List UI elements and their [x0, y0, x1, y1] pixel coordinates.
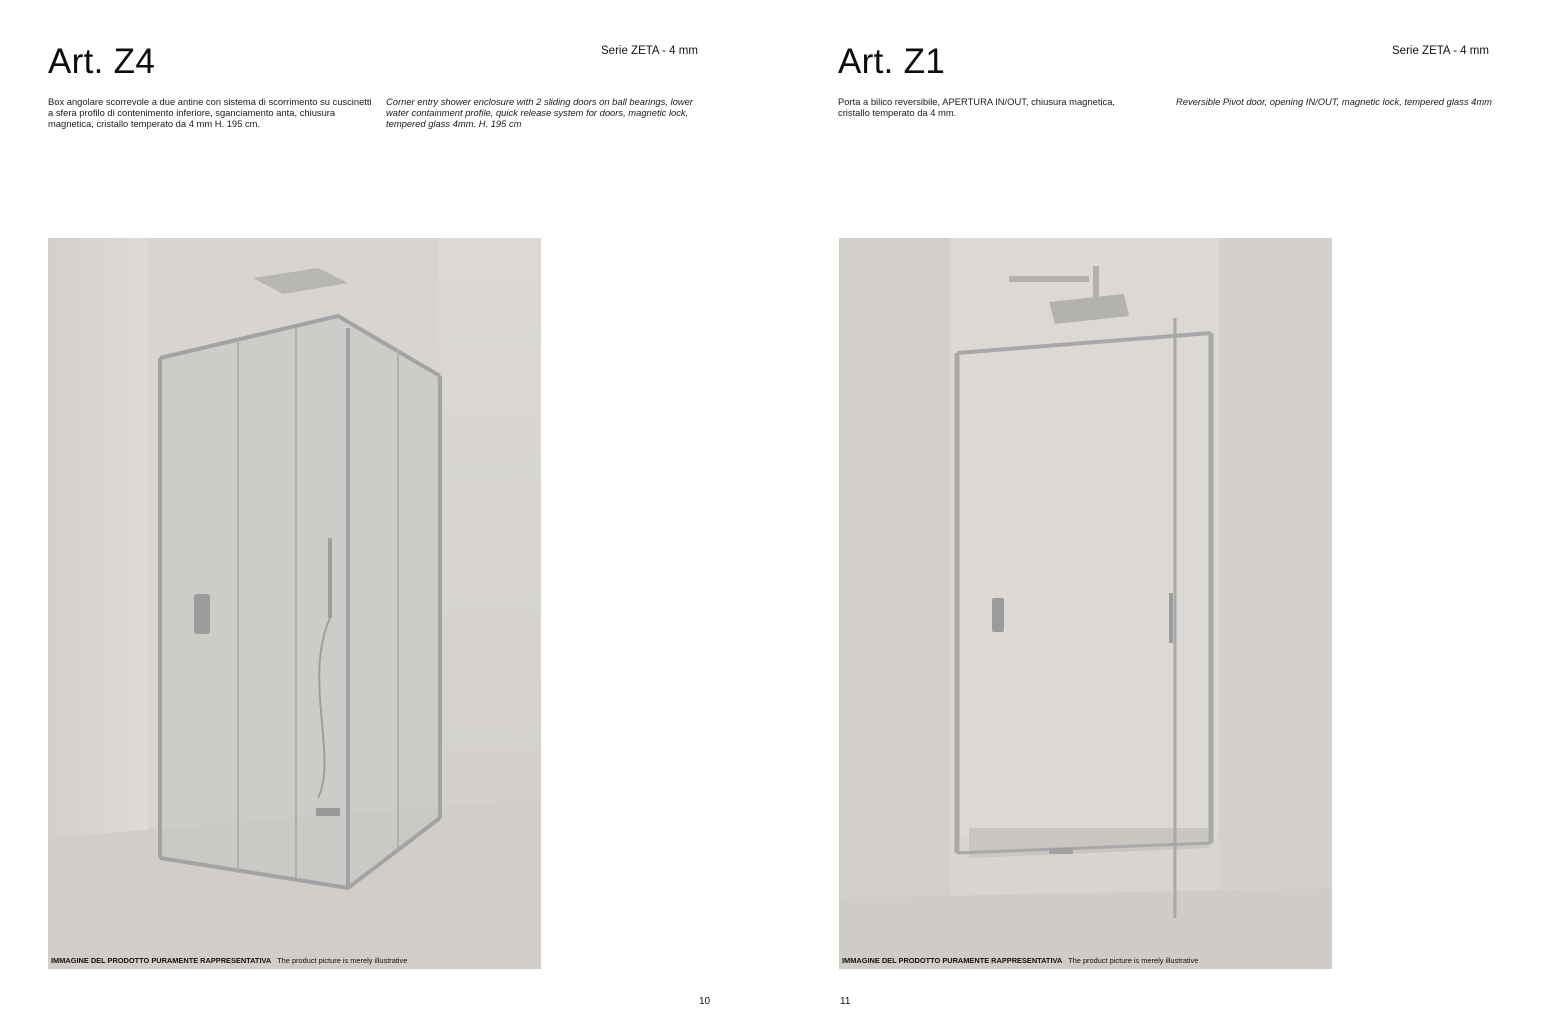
- caption-italian: IMMAGINE DEL PRODOTTO PURAMENTE RAPPRESENTATIVA: [842, 956, 1063, 965]
- page-number: 10: [699, 996, 711, 1007]
- caption-english: The product picture is merely illustrative: [1068, 956, 1199, 965]
- caption-english: The product picture is merely illustrative: [277, 956, 408, 965]
- description-italian: Box angolare scorrevole a due antine con sistema di scorrimento su cuscinetti a sfera profilo di contenimento inferiore, sganciamento anta, chiusura magnetica, cristallo temperato da 4 mm H. 195 cm.: [48, 96, 372, 130]
- product-title: Art. Z4: [48, 42, 156, 81]
- description-english: Reversible Pivot door, opening IN/OUT, magnetic lock, tempered glass 4mm: [1176, 96, 1492, 107]
- shower-enclosure-illustration: [48, 238, 541, 969]
- photo-caption: [842, 956, 1198, 965]
- product-series: Serie ZETA - 4 mm: [1392, 45, 1489, 57]
- product-photo-corner-enclosure: [48, 238, 541, 969]
- product-title: Art. Z1: [838, 42, 946, 81]
- page-right: [775, 0, 1550, 1033]
- pivot-door-illustration: [839, 238, 1332, 969]
- photo-caption: [51, 956, 407, 965]
- caption-italian: IMMAGINE DEL PRODOTTO PURAMENTE RAPPRESENTATIVA: [51, 956, 272, 965]
- description-english: Corner entry shower enclosure with 2 sliding doors on ball bearings, lower water containment profile, quick release system for doors, magnetic lock, tempered glass 4mm. H. 195 cm: [386, 96, 693, 130]
- page-number: 11: [840, 996, 851, 1007]
- product-photo-pivot-door: [839, 238, 1332, 969]
- product-series: Serie ZETA - 4 mm: [601, 45, 698, 57]
- description-italian: Porta a bilico reversibile, APERTURA IN/OUT, chiusura magnetica, cristallo temperato da 4 mm.: [838, 96, 1116, 119]
